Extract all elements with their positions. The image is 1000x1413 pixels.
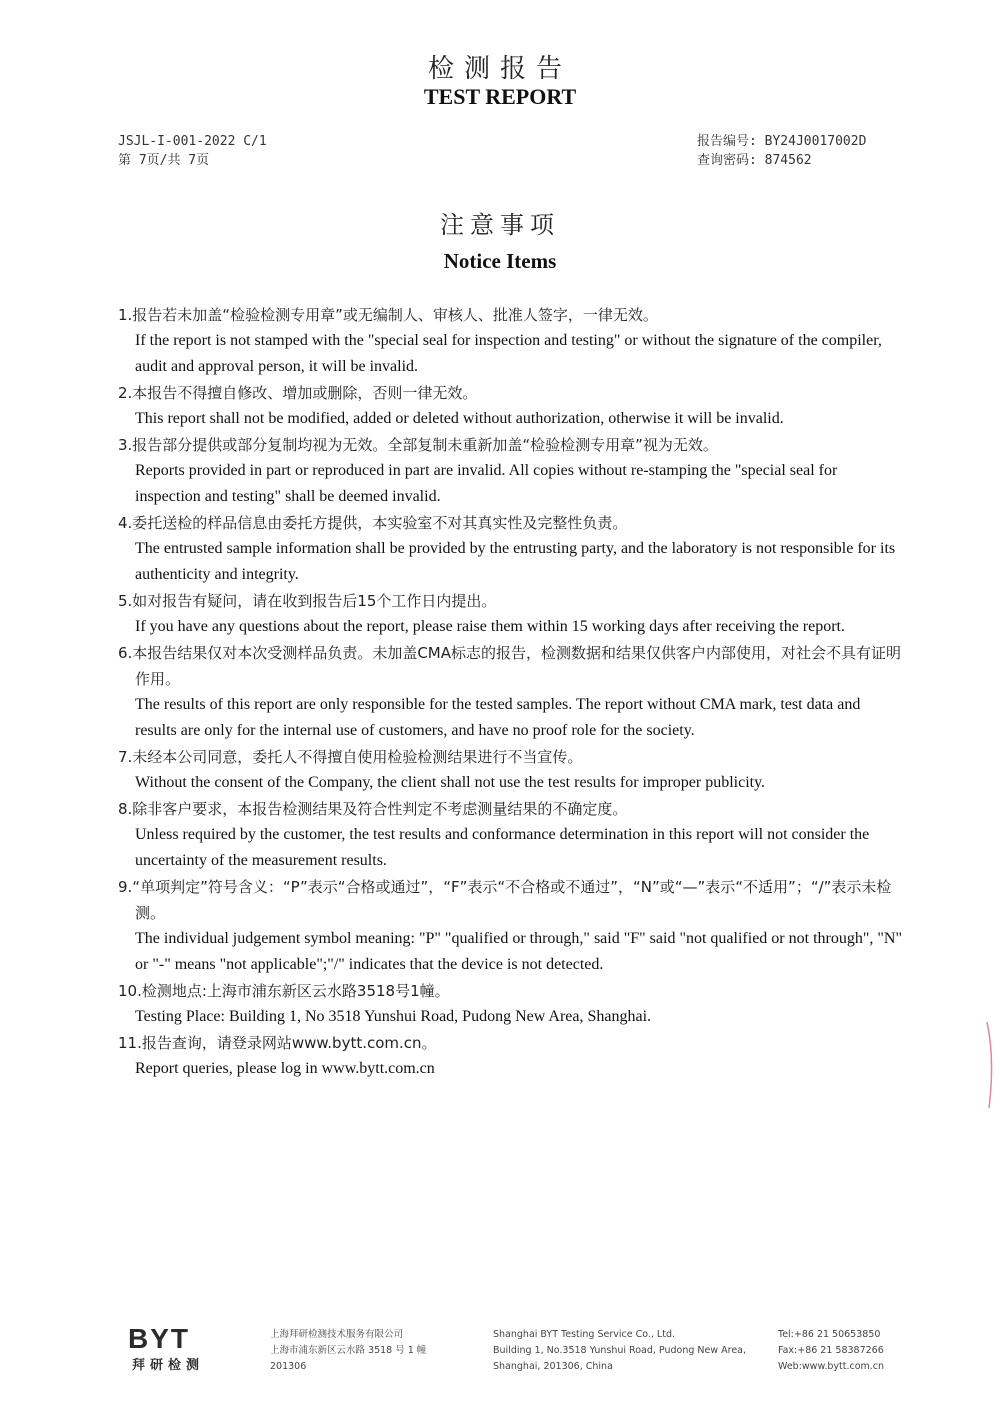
footer-en-company: Shanghai BYT Testing Service Co., Ltd. [493,1329,676,1340]
footer-contact [778,1327,884,1375]
notice-item-en: The individual judgement symbol meaning: "P" "qualified or through," said "F" said "not qualified or not through", "N" or "-" means "not applicable";"/" indicates that the device is not detected. [135,930,902,973]
company-logo [124,1324,219,1372]
notice-item-2 [118,380,903,432]
notice-item-8 [118,796,903,874]
notice-item-en: The entrusted sample information shall be provided by the entrusting party, and the laboratory is not responsible for its authenticity and integrity. [135,540,896,583]
notice-item-9 [118,874,903,978]
notice-item-4 [118,510,903,588]
logo-name: 拜研检测 [132,1358,205,1373]
footer-tel: Tel:+86 21 50653850 [778,1329,881,1340]
notice-item-11 [118,1030,903,1082]
notice-item-5 [118,588,903,640]
logo-mark: BYT [128,1323,190,1354]
notice-item-en: The results of this report are only responsible for the tested samples. The report without CMA mark, test data and results are only for the internal use of customers, and have no proof role for the society. [135,696,861,739]
notice-item-cn: 9.“单项判定”符号含义：“P”表示“合格或通过”，“F”表示“不合格或不通过”，“N”或“—”表示“不适用”；“/”表示未检测。 [118,878,892,922]
notice-item-en: If you have any questions about the report, please raise them within 15 working days after receiving the report. [135,618,845,635]
notice-item-en: Without the consent of the Company, the client shall not use the test results for improper publicity. [135,774,766,791]
footer-cn-postcode: 201306 [270,1361,307,1372]
margin-mark [984,1020,994,1110]
notice-item-en: Reports provided in part or reproduced in part are invalid. All copies without re-stamping the "special seal for inspection and testing" shall be deemed invalid. [135,462,838,505]
notice-item-cn: 1.报告若未加盖“检验检测专用章”或无编制人、审核人、批准人签字，一律无效。 [118,306,658,324]
notice-title-cn: 注意事项 [440,211,560,239]
notice-item-en: If the report is not stamped with the "special seal for inspection and testing" or without the signature of the compiler, audit and approval person, it will be invalid. [135,332,882,375]
report-title-cn: 检测报告 [427,54,572,84]
notice-item-cn: 7.未经本公司同意，委托人不得擅自使用检验检测结果进行不当宣传。 [118,748,583,766]
footer-en-address: Building 1, No.3518 Yunshui Road, Pudong New Area, [493,1345,747,1356]
notice-item-cn: 6.本报告结果仅对本次受测样品负责。未加盖CMA标志的报告，检测数据和结果仅供客户内部使用，对社会不具有证明作用。 [118,644,901,688]
notice-title-en: Notice Items [443,249,557,273]
notice-item-cn: 2.本报告不得擅自修改、增加或删除，否则一律无效。 [118,384,478,402]
footer-cn-address: 上海市浦东新区云水路 3518 号 1 幢 [270,1345,427,1356]
report-title-en: TEST REPORT [423,84,577,109]
notice-item-3 [118,432,903,510]
notice-item-en: Unless required by the customer, the test results and conformance determination in this report will not consider the uncertainty of the measurement results. [135,826,870,869]
footer-cn-company: 上海拜研检测技术服务有限公司 [270,1329,404,1340]
notice-item-1 [118,302,903,380]
page-indicator: 第 7页/共 7页 [118,153,210,168]
notice-item-en: Report queries, please log in www.bytt.com.cn [135,1060,435,1077]
footer-en-city: Shanghai, 201306, China [493,1361,613,1372]
notice-item-en: Testing Place: Building 1, No 3518 Yunshui Road, Pudong New Area, Shanghai. [135,1008,652,1025]
notice-item-en: This report shall not be modified, added or deleted without authorization, otherwise it will be invalid. [135,410,784,427]
footer-fax: Fax:+86 21 58387266 [778,1345,884,1356]
notice-item-cn: 3.报告部分提供或部分复制均视为无效。全部复制未重新加盖“检验检测专用章”视为无效。 [118,436,718,454]
notice-item-6 [118,640,903,744]
footer-cn-info [270,1327,426,1375]
notice-item-cn: 11.报告查询，请登录网站www.bytt.com.cn。 [118,1034,437,1052]
notice-item-cn: 8.除非客户要求，本报告检测结果及符合性判定不考虑测量结果的不确定度。 [118,800,628,818]
query-code: 查询密码: 874562 [697,153,812,168]
notice-list [118,302,903,1082]
notice-item-cn: 4.委托送检的样品信息由委托方提供，本实验室不对其真实性及完整性负责。 [118,514,628,532]
notice-item-cn: 5.如对报告有疑问，请在收到报告后15个工作日内提出。 [118,592,497,610]
meta-left [118,132,267,170]
footer-web: Web:www.bytt.com.cn [778,1361,885,1372]
meta-right [697,132,866,170]
notice-item-7 [118,744,903,796]
notice-item-cn: 10.检测地点:上海市浦东新区云水路3518号1幢。 [118,982,450,1000]
report-number: 报告编号: BY24J0017002D [697,134,867,149]
notice-item-10 [118,978,903,1030]
doc-code: JSJL-I-001-2022 C/1 [118,134,267,149]
page-footer [0,1324,1000,1384]
footer-en-info [493,1327,746,1375]
